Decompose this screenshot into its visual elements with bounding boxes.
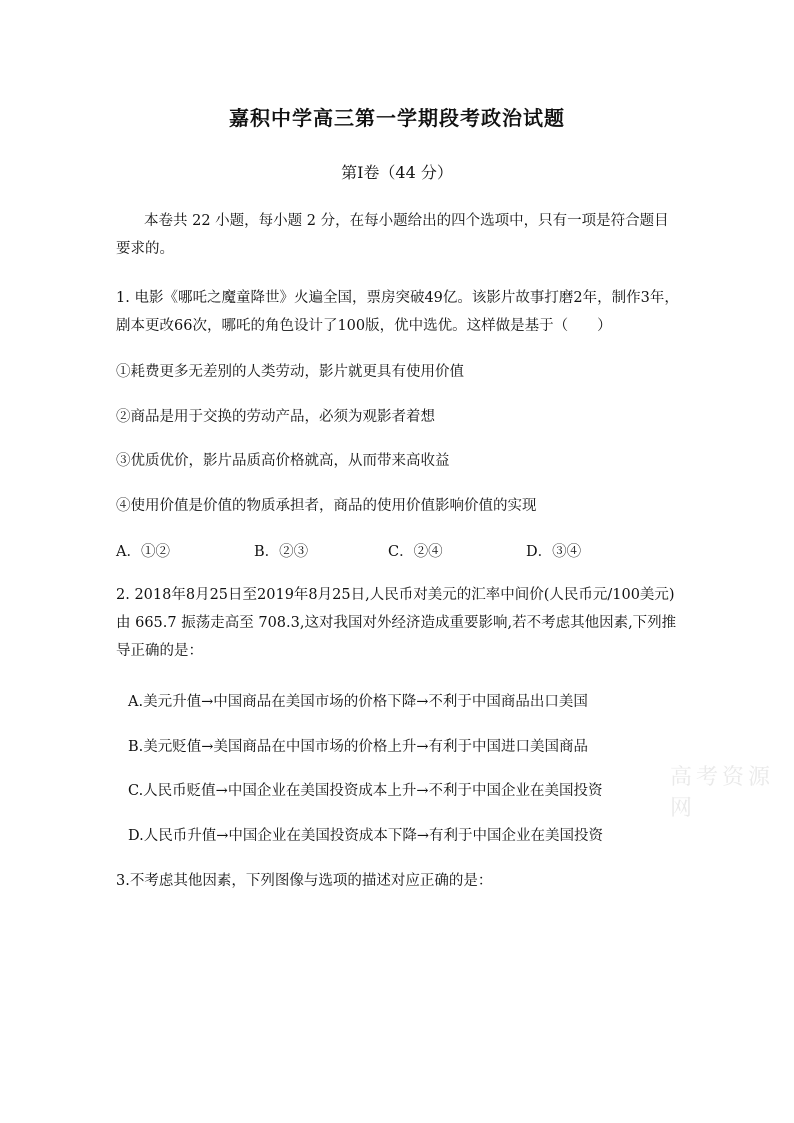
question-1-stem: 1. 电影《哪吒之魔童降世》火遍全国，票房突破49亿。该影片故事打磨2年，制作3年，剧本更改66次，哪吒的角色设计了100版，优中选优。这样做是基于（ ）	[116, 290, 679, 334]
q2-choice-c: C.人民币贬值→中国企业在美国投资成本上升→不利于中国企业在美国投资	[128, 783, 603, 799]
q2-choice-d: D.人民币升值→中国企业在美国投资成本下降→有利于中国企业在美国投资	[128, 828, 604, 844]
q1-statement-2: ②商品是用于交换的劳动产品，必须为观影者着想	[116, 409, 435, 425]
watermark: 高考资源网	[670, 765, 775, 821]
q1-option-a: A．①②	[116, 544, 170, 560]
question-2-stem: 2. 2018年8月25日至2019年8月25日,人民币对美元的汇率中间价(人民币元/100美元)由 665.7 振荡走高至 708.3,这对我国对外经济造成重要影响,若不考虑其他因素,下列推导正确的是：	[116, 587, 677, 659]
question-3-stem: 3.不考虑其他因素，下列图像与选项的描述对应正确的是：	[116, 873, 493, 889]
q2-choice-a: A.美元升值→中国商品在美国市场的价格下降→不利于中国商品出口美国	[128, 694, 588, 710]
q1-statement-4: ④使用价值是价值的物质承担者，商品的使用价值影响价值的实现	[116, 498, 537, 514]
section-heading: 第Ⅰ卷（44 分）	[341, 163, 453, 182]
q1-option-b: B．②③	[254, 544, 309, 560]
q1-option-c: C．②④	[388, 544, 443, 560]
q1-statement-1: ①耗费更多无差别的人类劳动，影片就更具有使用价值	[116, 364, 464, 380]
question-1-options	[116, 540, 616, 562]
page-title: 嘉积中学高三第一学期段考政治试题	[229, 106, 565, 130]
q1-option-d: D．③④	[526, 544, 582, 560]
section-instructions: 本卷共 22 小题，每小题 2 分，在每小题给出的四个选项中，只有一项是符合题目要求的。	[116, 213, 669, 257]
q1-statement-3: ③优质优价，影片品质高价格就高，从而带来高收益	[116, 453, 450, 469]
q2-choice-b: B.美元贬值→美国商品在中国市场的价格上升→有利于中国进口美国商品	[128, 739, 589, 755]
